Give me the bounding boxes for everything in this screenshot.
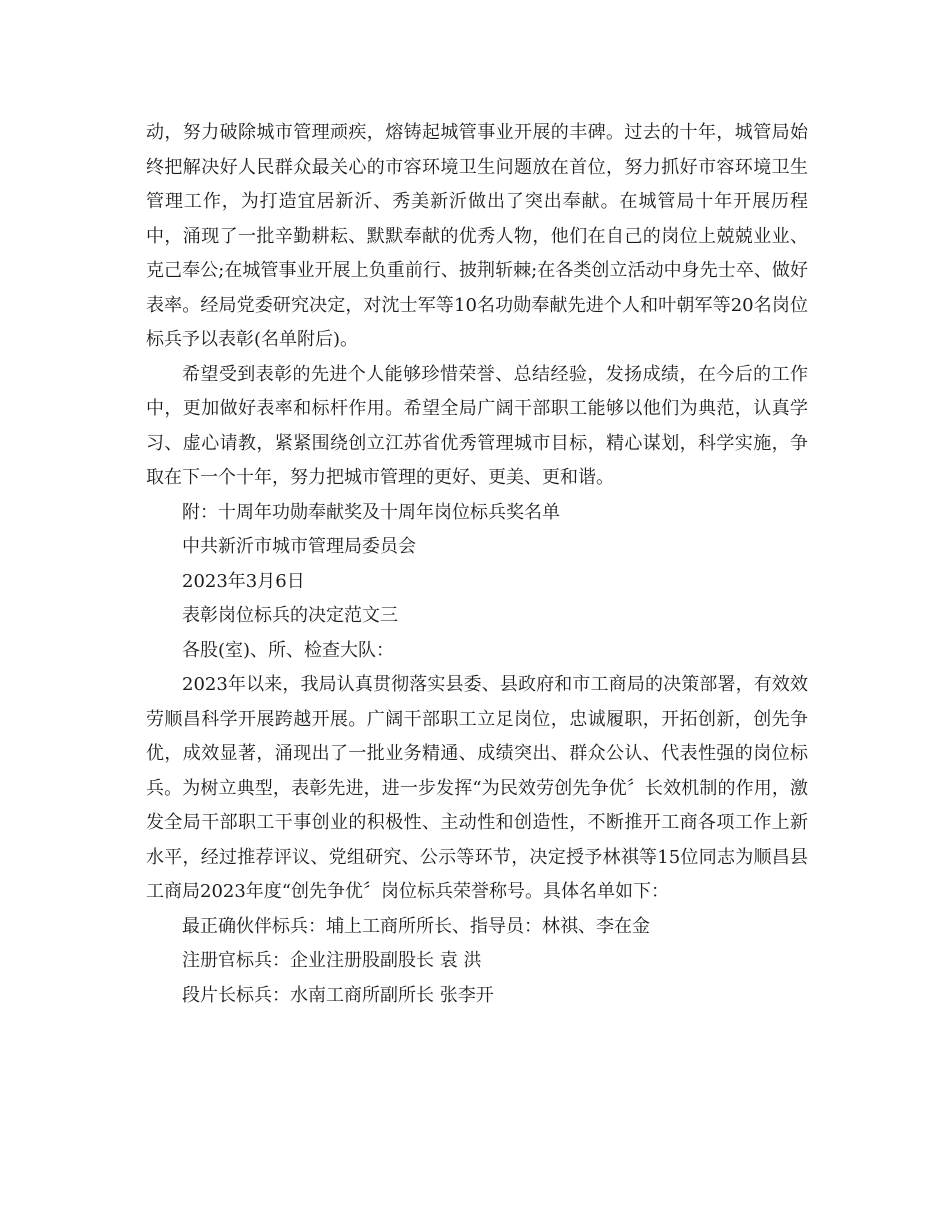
- paragraph-continuation: 动，努力破除城市管理顽疾，熔铸起城管事业开展的丰碑。过去的十年，城管局始终把解决好人民群众最关心的市容环境卫生问题放在首位，努力抓好市容环境卫生管理工作，为打造宜居新沂、秀美新沂做出了突出奉献。在城管局十年开展历程中，涌现了一批辛勤耕耘、默默奉献的优秀人物，他们在自己的岗位上兢兢业业、克己奉公;在城管事业开展上负重前行、披荆斩棘;在各类创立活动中身先士卒、做好表率。经局党委研究决定，对沈士军等10名功勋奉献先进个人和叶朝军等20名岗位标兵予以表彰(名单附后)。: [146, 122, 808, 350]
- attachment-note: 附：十周年功勋奉献奖及十周年岗位标兵奖名单: [182, 501, 560, 523]
- paragraph-hope: 希望受到表彰的先进个人能够珍惜荣誉、总结经验，发扬成绩，在今后的工作中，更加做好表率和标杆作用。希望全局广阔干部职工能够以他们为典范，认真学习、虚心请教，紧紧围绕创立江苏省优秀管理城市目标，精心谋划，科学实施，争取在下一个十年，努力把城市管理的更好、更美、更和谐。: [146, 363, 808, 488]
- section-title: 表彰岗位标兵的决定范文三: [182, 605, 398, 626]
- salutation: 各股(室)、所、检查大队：: [182, 639, 395, 661]
- list-item: 注册官标兵：企业注册股副股长 袁 洪: [182, 950, 482, 971]
- issuer-name: 中共新沂市城市管理局委员会: [182, 536, 416, 557]
- list-item: 段片长标兵：水南工商所副所长 张李开: [182, 984, 494, 1006]
- document-body: [146, 116, 808, 1013]
- list-item: 最正确伙伴标兵：埔上工商所所长、指导员：林祺、李在金: [182, 915, 650, 937]
- issue-date: 2023年3月6日: [182, 570, 305, 592]
- paragraph-decision: 2023年以来，我局认真贯彻落实县委、县政府和市工商局的决策部署，有效效劳顺昌科学开展跨越开展。广阔干部职工立足岗位，忠诚履职，开拓创新，创先争优，成效显著，涌现出了一批业务精通、成绩突出、群众公认、代表性强的岗位标兵。为树立典型，表彰先进，进一步发挥“为民效劳创先争优〞长效机制的作用，激发全局干部职工干事创业的积极性、主动性和创造性，不断推开工商各项工作上新水平，经过推荐评议、党组研究、公示等环节，决定授予林祺等15位同志为顺昌县工商局2023年度“创先争优〞岗位标兵荣誉称号。具体名单如下：: [146, 674, 808, 902]
